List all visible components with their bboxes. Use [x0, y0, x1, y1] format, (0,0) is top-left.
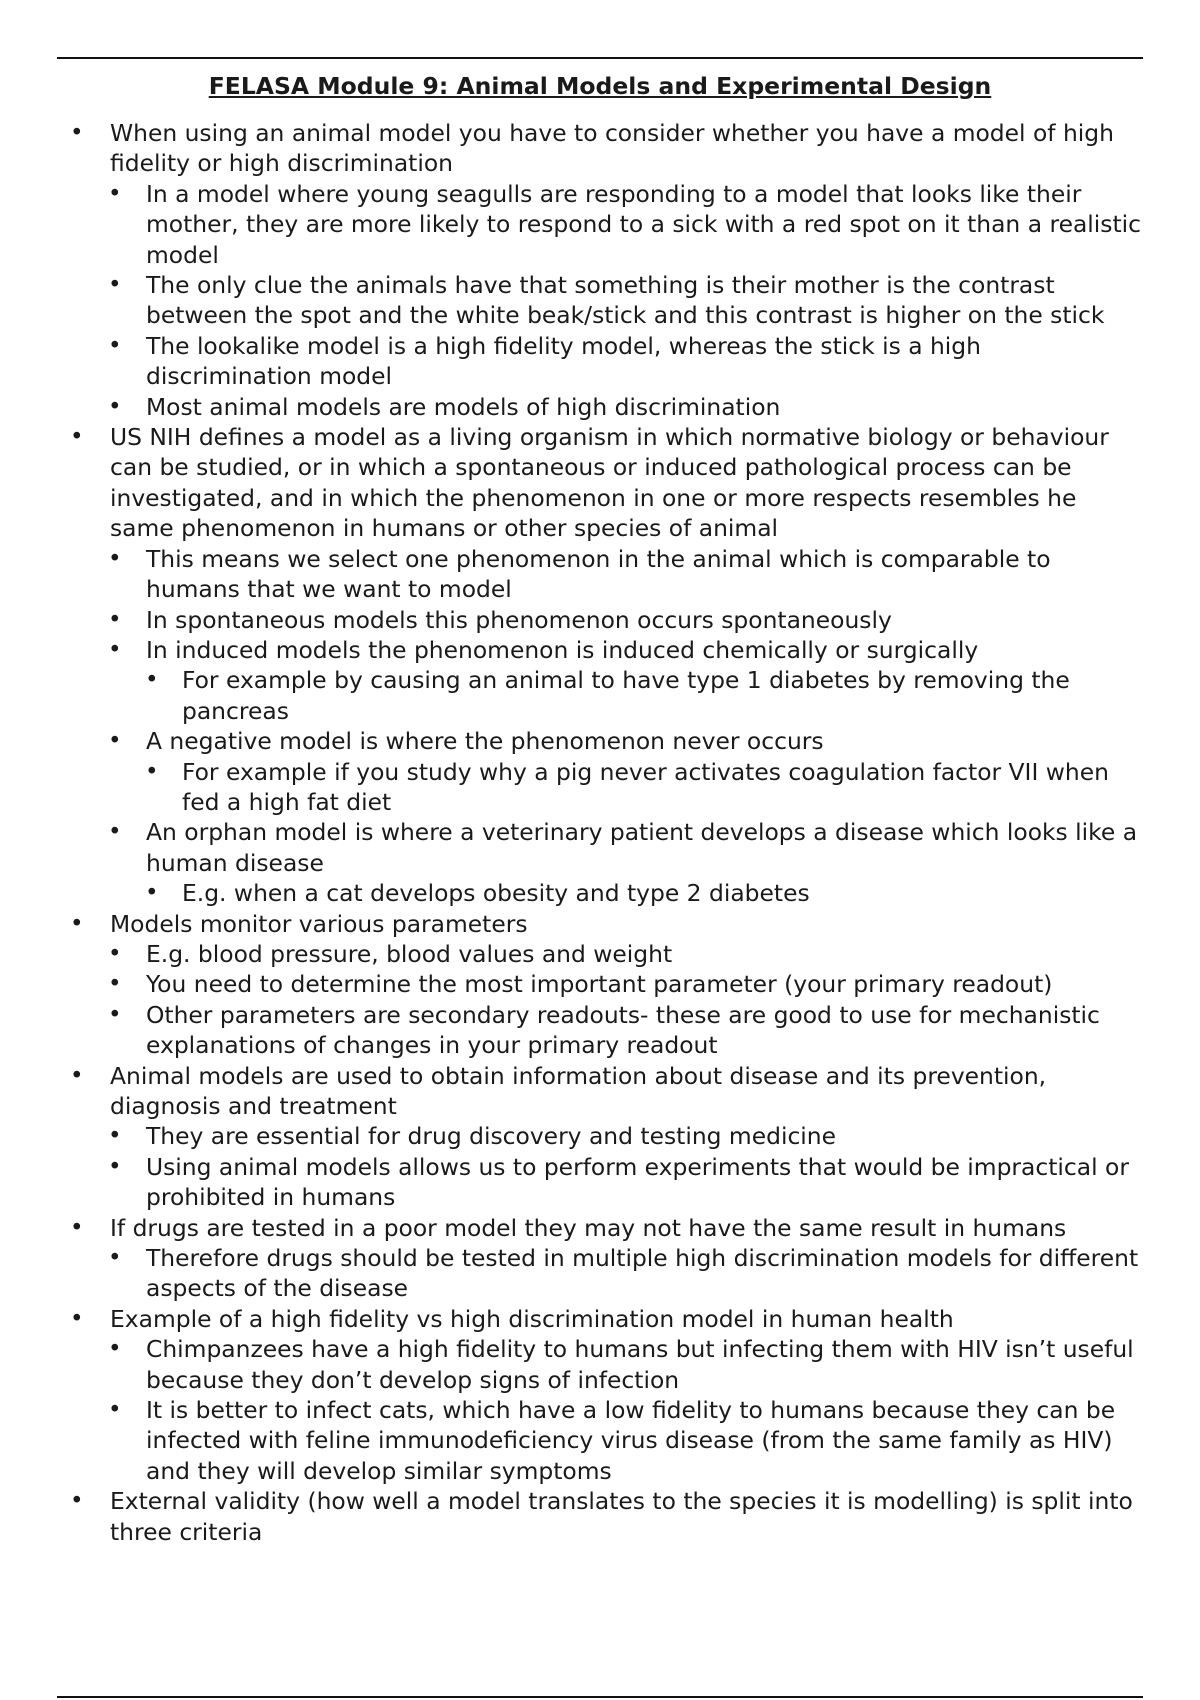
header-rule: [57, 57, 1143, 59]
list-item: [0, 909, 1200, 939]
list-item-text: For example if you study why a pig never activates coagulation factor VII when fed a high fat diet: [182, 757, 1109, 816]
list-item: [0, 270, 1200, 331]
bullet-icon: •: [70, 910, 84, 937]
list-item: [0, 1061, 1200, 1122]
bullet-icon: •: [108, 1123, 122, 1150]
bullet-icon: •: [108, 606, 122, 633]
bullet-icon: •: [70, 1305, 84, 1332]
bullet-icon: •: [145, 758, 159, 785]
bullet-icon: •: [145, 880, 159, 907]
list-item-text: E.g. when a cat develops obesity and type 2 diabetes: [182, 879, 810, 908]
list-item: [0, 1395, 1200, 1486]
bullet-icon: •: [108, 819, 122, 846]
list-item-text: Models monitor various parameters: [110, 909, 528, 938]
list-item: [0, 392, 1200, 422]
list-item-text: Using animal models allows us to perform experiments that would be impractical or prohibited in humans: [146, 1152, 1129, 1212]
list-item-text: This means we select one phenomenon in the animal which is comparable to humans that we want to model: [146, 544, 1051, 604]
list-item-text: The only clue the animals have that something is their mother is the contrast between the spot and the white beak/stick and this contrast is higher on the stick: [146, 271, 1105, 330]
bullet-icon: •: [108, 1397, 122, 1424]
page-title: FELASA Module 9: Animal Models and Experimental Design: [208, 72, 992, 100]
list-item-text: Other parameters are secondary readouts- these are good to use for mechanistic explanations of changes in your primary readout: [146, 1000, 1100, 1060]
list-item: [0, 1121, 1200, 1151]
list-item-text: A negative model is where the phenomenon never occurs: [146, 727, 824, 756]
list-item: [0, 939, 1200, 969]
bullet-list: [0, 118, 1200, 1547]
list-item-text: They are essential for drug discovery and testing medicine: [146, 1122, 837, 1151]
list-item: [0, 1243, 1200, 1304]
bullet-icon: •: [108, 272, 122, 299]
list-item: [0, 726, 1200, 756]
bullet-icon: •: [108, 728, 122, 755]
bullet-icon: •: [108, 332, 122, 359]
list-item-text: In induced models the phenomenon is induced chemically or surgically: [146, 635, 979, 664]
list-item: [0, 605, 1200, 635]
bullet-icon: •: [70, 1062, 84, 1089]
list-item-text: For example by causing an animal to have type 1 diabetes by removing the pancreas: [182, 666, 1070, 725]
list-item: [0, 635, 1200, 665]
list-item-text: Therefore drugs should be tested in multiple high discrimination models for different aspects of the disease: [146, 1244, 1139, 1303]
list-item-text: US NIH defines a model as a living organism in which normative biology or behaviour can be studied, or in which a spontaneous or induced pathological process can be investigated, and in which the phenomenon in one or more respects resembles he same phenomenon in humans or other species of animal: [110, 423, 1109, 543]
bullet-icon: •: [108, 1001, 122, 1028]
list-item: [0, 1000, 1200, 1061]
list-item: [0, 878, 1200, 908]
bullet-icon: •: [70, 1488, 84, 1515]
list-item-text: In spontaneous models this phenomenon occurs spontaneously: [146, 605, 892, 634]
list-item: [0, 1334, 1200, 1395]
bullet-icon: •: [108, 940, 122, 967]
list-item-text: In a model where young seagulls are responding to a model that looks like their mother, they are more likely to respond to a sick with a red spot on it than a realistic model: [146, 179, 1142, 269]
bullet-icon: •: [108, 180, 122, 207]
bullet-icon: •: [108, 971, 122, 998]
bullet-icon: •: [108, 1153, 122, 1180]
bullet-icon: •: [108, 1245, 122, 1272]
bullet-icon: •: [145, 667, 159, 694]
list-item: [0, 1152, 1200, 1213]
list-item: [0, 817, 1200, 878]
list-item: [0, 118, 1200, 179]
list-item-text: Animal models are used to obtain information about disease and its prevention, diagnosis and treatment: [110, 1061, 1047, 1120]
list-item: [0, 1213, 1200, 1243]
list-item-text: E.g. blood pressure, blood values and weight: [146, 939, 673, 968]
list-item: [0, 1304, 1200, 1334]
list-item: [0, 665, 1200, 726]
list-item: [0, 1486, 1200, 1547]
bullet-icon: •: [108, 636, 122, 663]
footer-rule: [57, 1696, 1143, 1698]
list-item-text: When using an animal model you have to consider whether you have a model of high fidelity or high discrimination: [110, 119, 1114, 178]
bullet-icon: •: [70, 424, 84, 451]
list-item: [0, 179, 1200, 270]
list-item-text: An orphan model is where a veterinary patient develops a disease which looks like a human disease: [146, 818, 1138, 877]
list-item-text: It is better to infect cats, which have a low fidelity to humans because they can be infected with feline immunodeficiency virus disease (from the same family as HIV) and they will develop similar symptoms: [146, 1396, 1116, 1485]
list-item: [0, 544, 1200, 605]
bullet-icon: •: [108, 393, 122, 420]
list-item-text: You need to determine the most important parameter (your primary readout): [146, 970, 1053, 999]
bullet-icon: •: [108, 545, 122, 572]
bullet-icon: •: [70, 1214, 84, 1241]
list-item: [0, 422, 1200, 544]
list-item-text: Example of a high fidelity vs high discrimination model in human health: [110, 1304, 954, 1333]
list-item: [0, 331, 1200, 392]
list-item-text: If drugs are tested in a poor model they may not have the same result in humans: [110, 1213, 1067, 1242]
bullet-icon: •: [108, 1336, 122, 1363]
bullet-icon: •: [70, 120, 84, 146]
list-item: [0, 757, 1200, 818]
list-item-text: The lookalike model is a high fidelity model, whereas the stick is a high discrimination model: [146, 331, 981, 391]
list-item-text: Most animal models are models of high discrimination: [146, 392, 781, 421]
list-item-text: Chimpanzees have a high fidelity to humans but infecting them with HIV isn’t useful because they don’t develop signs of infection: [146, 1335, 1134, 1394]
list-item: [0, 969, 1200, 999]
list-item-text: External validity (how well a model translates to the species it is modelling) is split into three criteria: [110, 1487, 1133, 1546]
